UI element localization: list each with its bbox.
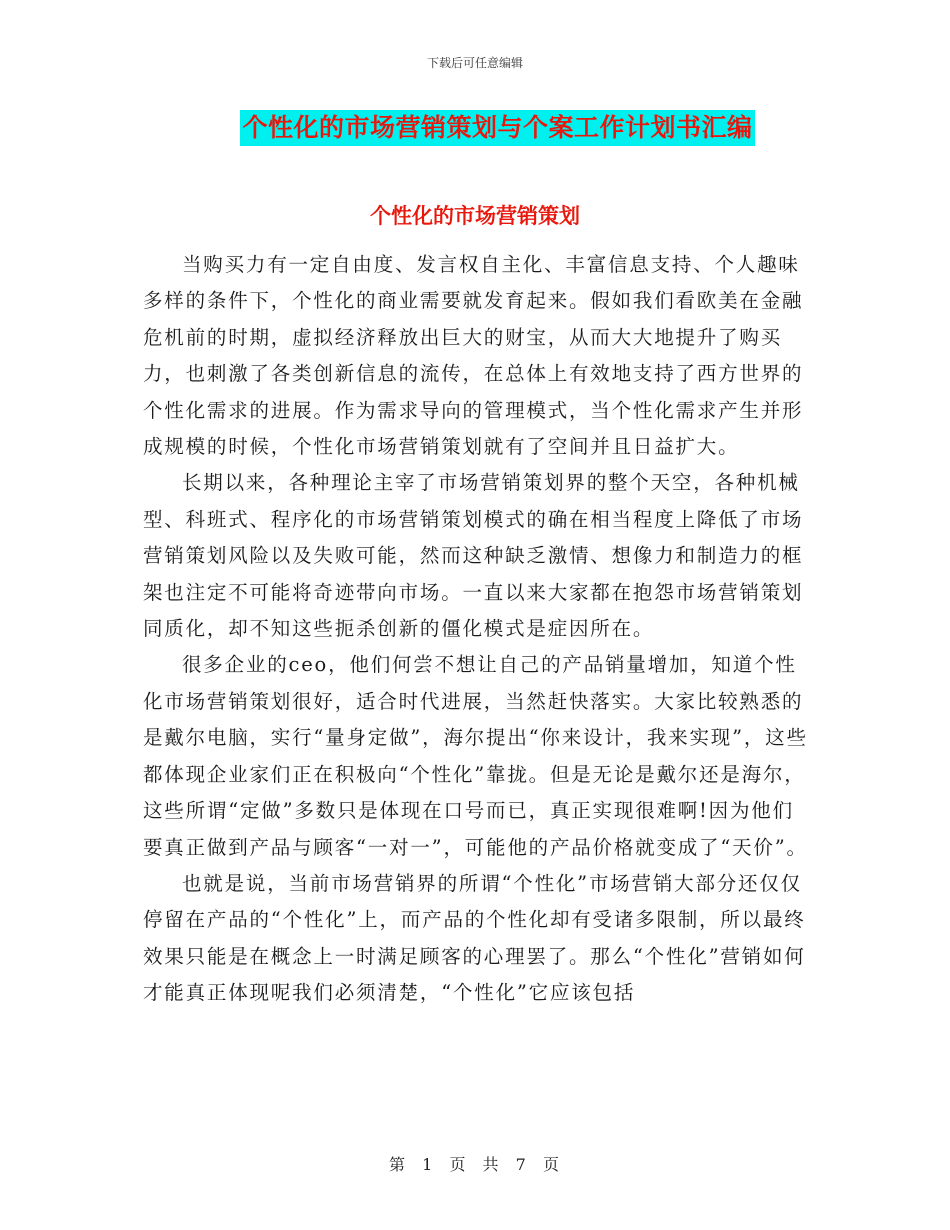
paragraph: 当购买力有一定自由度、发言权自主化、丰富信息支持、个人趣味多样的条件下，个性化的商业需要就发育起来。假如我们看欧美在金融危机前的时期，虚拟经济释放出巨大的财宝，从而大大地提升了购买力，也刺激了各类创新信息的流传，在总体上有效地支持了西方世界的个性化需求的进展。作为需求导向的管理模式，当个性化需求产生并形成规模的时候，个性化市场营销策划就有了空间并且日益扩大。 xyxy=(143,253,804,459)
document-title-container xyxy=(0,110,950,146)
document-title: 个性化的市场营销策划与个案工作计划书汇编 xyxy=(240,110,754,146)
total-pages-number: 7 xyxy=(515,1155,528,1174)
page-footer xyxy=(0,1152,950,1175)
current-page-number: 1 xyxy=(422,1155,435,1174)
paragraph: 长期以来，各种理论主宰了市场营销策划界的整个天空，各种机械型、科班式、程序化的市场营销策划模式的确在相当程度上降低了市场营销策划风险以及失败可能，然而这种缺乏激情、想像力和制造力的框架也注定不可能将奇迹带向市场。一直以来大家都在抱怨市场营销策划同质化，却不知这些扼杀创新的僵化模式是症因所在。 xyxy=(143,471,804,641)
document-body xyxy=(143,247,811,1012)
footer-label-page: 第 xyxy=(389,1155,408,1174)
footer-label-ye: 页 xyxy=(449,1155,468,1174)
paragraph: 很多企业的ceo，他们何尝不想让自己的产品销量增加，知道个性化市场营销策划很好，适合时代进展，当然赶快落实。大家比较熟悉的是戴尔电脑，实行“量身定做”，海尔提出“你来设计，我来实现”，这些都体现企业家们正在积极向“个性化”靠拢。但是无论是戴尔还是海尔，这些所谓“定做”多数只是体现在口号而已，真正实现很难啊!因为他们要真正做到产品与顾客“一对一”，可能他的产品价格就变成了“天价”。 xyxy=(143,653,808,859)
section-title: 个性化的市场营销策划 xyxy=(370,203,580,228)
footer-label-total: 共 xyxy=(482,1155,501,1174)
paragraph: 也就是说，当前市场营销界的所谓“个性化”市场营销大部分还仅仅停留在产品的“个性化”上，而产品的个性化却有受诸多限制，所以最终效果只能是在概念上一时满足顾客的心理罢了。那么“个性化”营销如何才能真正体现呢我们必须清楚，“个性化”它应该包括 xyxy=(143,871,806,1005)
footer-label-ye: 页 xyxy=(542,1155,561,1174)
page-header: 下载后可任意编辑 xyxy=(426,56,523,70)
